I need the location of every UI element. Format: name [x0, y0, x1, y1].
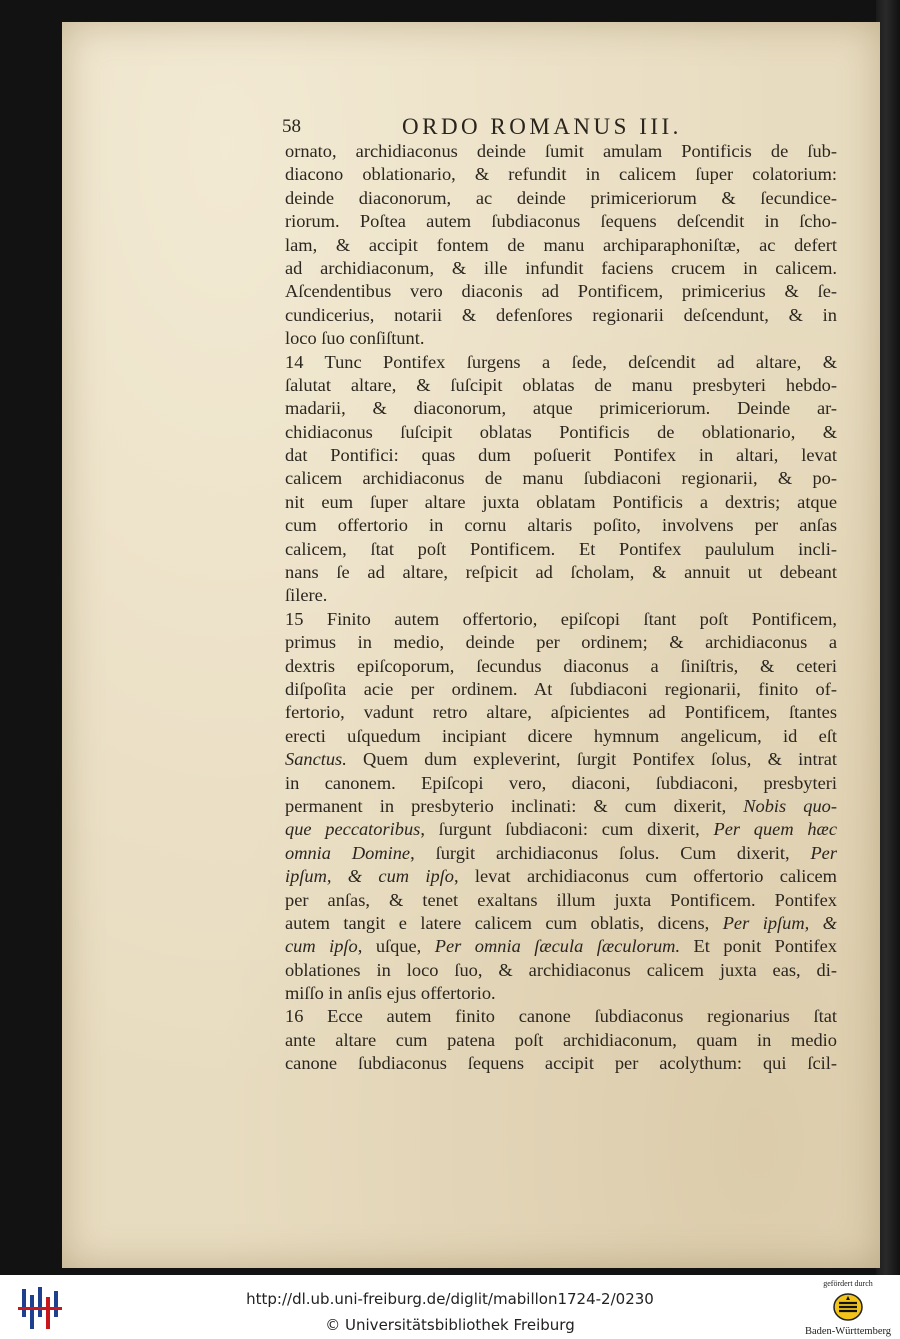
text-line-content: autem tangit e latere calicem cum oblatis, dicens, — [285, 912, 723, 933]
text-line — [285, 421, 837, 444]
text-line-content: ad archidiaconum, & ille infundit faciens crucem in calicem. — [285, 257, 837, 278]
text-line-content: miſſo in anſis ejus offertorio. — [285, 983, 496, 1004]
text-line — [285, 772, 837, 795]
italic-text: que peccatoribus — [285, 819, 421, 840]
text-line-content: , uſque, — [357, 936, 435, 957]
text-line — [285, 982, 837, 1005]
page-number: 58 — [282, 116, 301, 137]
sponsor-block — [800, 1279, 896, 1339]
text-line — [285, 748, 837, 771]
text-line-content: ſilere. — [285, 585, 328, 606]
sponsor-label: gefördert durch — [823, 1279, 873, 1288]
text-line-content: cundicerius, notarii & defenſores regionarii deſcendunt, & in — [285, 304, 837, 325]
text-line-content: chidiaconus ſuſcipit oblatas Pontificis de oblationario, & — [285, 421, 837, 442]
text-line — [285, 631, 837, 654]
sponsor-name: Baden-Württemberg — [804, 1326, 892, 1337]
text-line-content: Quem dum expleverint, ſurgit Pontifex ſolus, & intrat — [346, 749, 837, 770]
text-line-content: loco ſuo conſiſtunt. — [285, 328, 425, 349]
text-line-content: cum offertorio in cornu altaris poſito, involvens per anſas — [285, 515, 837, 536]
baden-wuerttemberg-emblem-icon — [833, 1292, 863, 1322]
text-line — [285, 538, 837, 561]
text-line-content: , levat archidiaconus cum offertorio calicem — [453, 866, 837, 887]
text-line-content: 16 Ecce autem finito canone ſubdiaconus regionarius ſtat — [285, 1006, 837, 1027]
text-line-content: riorum. Poſtea autem ſubdiaconus ſequens deſcendit in ſcho- — [285, 211, 837, 232]
text-line-content: primus in medio, deinde per ordinem; & archidiaconus a — [285, 632, 837, 653]
body-text — [285, 140, 837, 1076]
text-line — [285, 327, 837, 350]
text-line — [285, 561, 837, 584]
text-line-content: 15 Finito autem offertorio, epiſcopi ſtant poſt Pontificem, — [285, 608, 837, 629]
text-line-content: ornato, archidiaconus deinde ſumit amulam Pontificis de ſub- — [285, 141, 837, 161]
text-line-content: ante altare cum patena poſt archidiaconum, quam in medio — [285, 1029, 837, 1050]
text-line — [285, 912, 837, 935]
text-line — [285, 959, 837, 982]
text-line — [285, 514, 837, 537]
italic-text: Per omnia ſæcula ſæculorum. — [434, 936, 681, 957]
text-line — [285, 467, 837, 490]
italic-text: Per quem hæc — [713, 819, 837, 840]
text-line-content: deinde diaconorum, ac deinde primiceriorum & ſecundice- — [285, 187, 837, 208]
text-line — [285, 795, 837, 818]
italic-text: Per — [810, 842, 837, 863]
text-line-content: dat Pontifici: quas dum poſuerit Pontifex in altari, levat — [285, 445, 837, 466]
text-line — [285, 608, 837, 631]
text-line-content: per anſas, & tenet exaltans illum juxta Pontificem. Pontifex — [285, 889, 837, 910]
text-line-content: dextris epiſcoporum, ſecundus diaconus a ſiniſtris, & ceteri — [285, 655, 837, 676]
text-line — [285, 1029, 837, 1052]
text-line-content: calicem archidiaconus de manu ſubdiaconi regionarii, & po- — [285, 468, 837, 489]
text-line-content: , ſurgit archidiaconus ſolus. Cum dixerit, — [410, 842, 811, 863]
text-line — [285, 397, 837, 420]
text-line — [285, 210, 837, 233]
text-line-content: Et ponit Pontifex — [680, 936, 837, 957]
text-line-content: Aſcendentibus vero diaconis ad Pontificem, primicerius & ſe- — [285, 281, 837, 302]
text-line — [285, 163, 837, 186]
text-line — [285, 1005, 837, 1028]
text-line-content: canone ſubdiaconus ſequens accipit per acolythum: qui ſcil- — [285, 1053, 837, 1074]
footer-bar — [0, 1275, 900, 1339]
text-line — [285, 935, 837, 958]
text-line — [285, 842, 837, 865]
text-line — [285, 725, 837, 748]
permalink-url[interactable]: http://dl.ub.uni-freiburg.de/diglit/mabillon1724-2/0230 — [246, 1290, 654, 1308]
text-line-content: lam, & accipit fontem de manu archiparaphoniſtæ, ac defert — [285, 234, 837, 255]
text-line-content: , ſurgunt ſubdiaconi: cum dixerit, — [420, 819, 714, 840]
text-line-content: diacono oblationario, & refundit in calicem ſuper colatorium: — [285, 164, 837, 185]
text-line-content: ſalutat altare, & ſuſcipit oblatas de manu presbyteri hebdo- — [285, 374, 837, 395]
text-line-content: diſpoſita acie per ordinem. At ſubdiaconi regionarii, finito of- — [285, 678, 837, 699]
italic-text: omnia Domine — [285, 842, 411, 863]
page-title: ORDO ROMANUS III. — [402, 114, 682, 139]
text-line-content: fertorio, vadunt retro altare, aſpicientes ad Pontificem, ſtantes — [285, 702, 837, 723]
text-line — [285, 865, 837, 888]
italic-text: Nobis quo- — [743, 795, 837, 816]
text-line — [285, 234, 837, 257]
text-line-content: madarii, & diaconorum, atque primiceriorum. Deinde ar- — [285, 398, 837, 419]
text-line — [285, 374, 837, 397]
text-line — [285, 678, 837, 701]
text-line-content: oblationes in loco ſuo, & archidiaconus calicem juxta eas, di- — [285, 959, 837, 980]
text-line-content: in canonem. Epiſcopi vero, diaconi, ſubdiaconi, presbyteri — [285, 772, 837, 793]
italic-text: Per ipſum, & — [722, 912, 837, 933]
text-line-content: nit eum ſuper altare juxta oblatam Pontificis a dextris; atque — [285, 491, 837, 512]
text-line — [285, 140, 837, 163]
text-line-content: nans ſe ad altare, reſpicit ad ſcholam, & annuit ut debeant — [285, 562, 837, 583]
text-line-content: calicem, ſtat poſt Pontificem. Et Pontifex paululum incli- — [285, 538, 837, 559]
text-line — [285, 584, 837, 607]
text-line — [285, 280, 837, 303]
text-line — [285, 1052, 837, 1075]
text-line — [285, 444, 837, 467]
text-line — [285, 818, 837, 841]
copyright-notice: © Universitätsbibliothek Freiburg — [325, 1316, 575, 1334]
text-line — [285, 187, 837, 210]
text-line — [285, 257, 837, 280]
text-line — [285, 491, 837, 514]
text-line-content: permanent in presbyterio inclinati: & cum dixerit, — [285, 795, 744, 816]
text-line — [285, 351, 837, 374]
text-line-content: 14 Tunc Pontifex ſurgens a ſede, deſcendit ad altare, & — [285, 351, 837, 372]
italic-text: Sanctus. — [285, 749, 347, 770]
text-line — [285, 889, 837, 912]
text-line — [285, 655, 837, 678]
text-line — [285, 304, 837, 327]
italic-text: cum ipſo — [285, 936, 358, 957]
italic-text: ipſum, & cum ipſo — [285, 866, 454, 887]
text-line — [285, 701, 837, 724]
text-line-content: erecti uſquedum incipiant dicere hymnum angelicum, id eſt — [285, 725, 837, 746]
